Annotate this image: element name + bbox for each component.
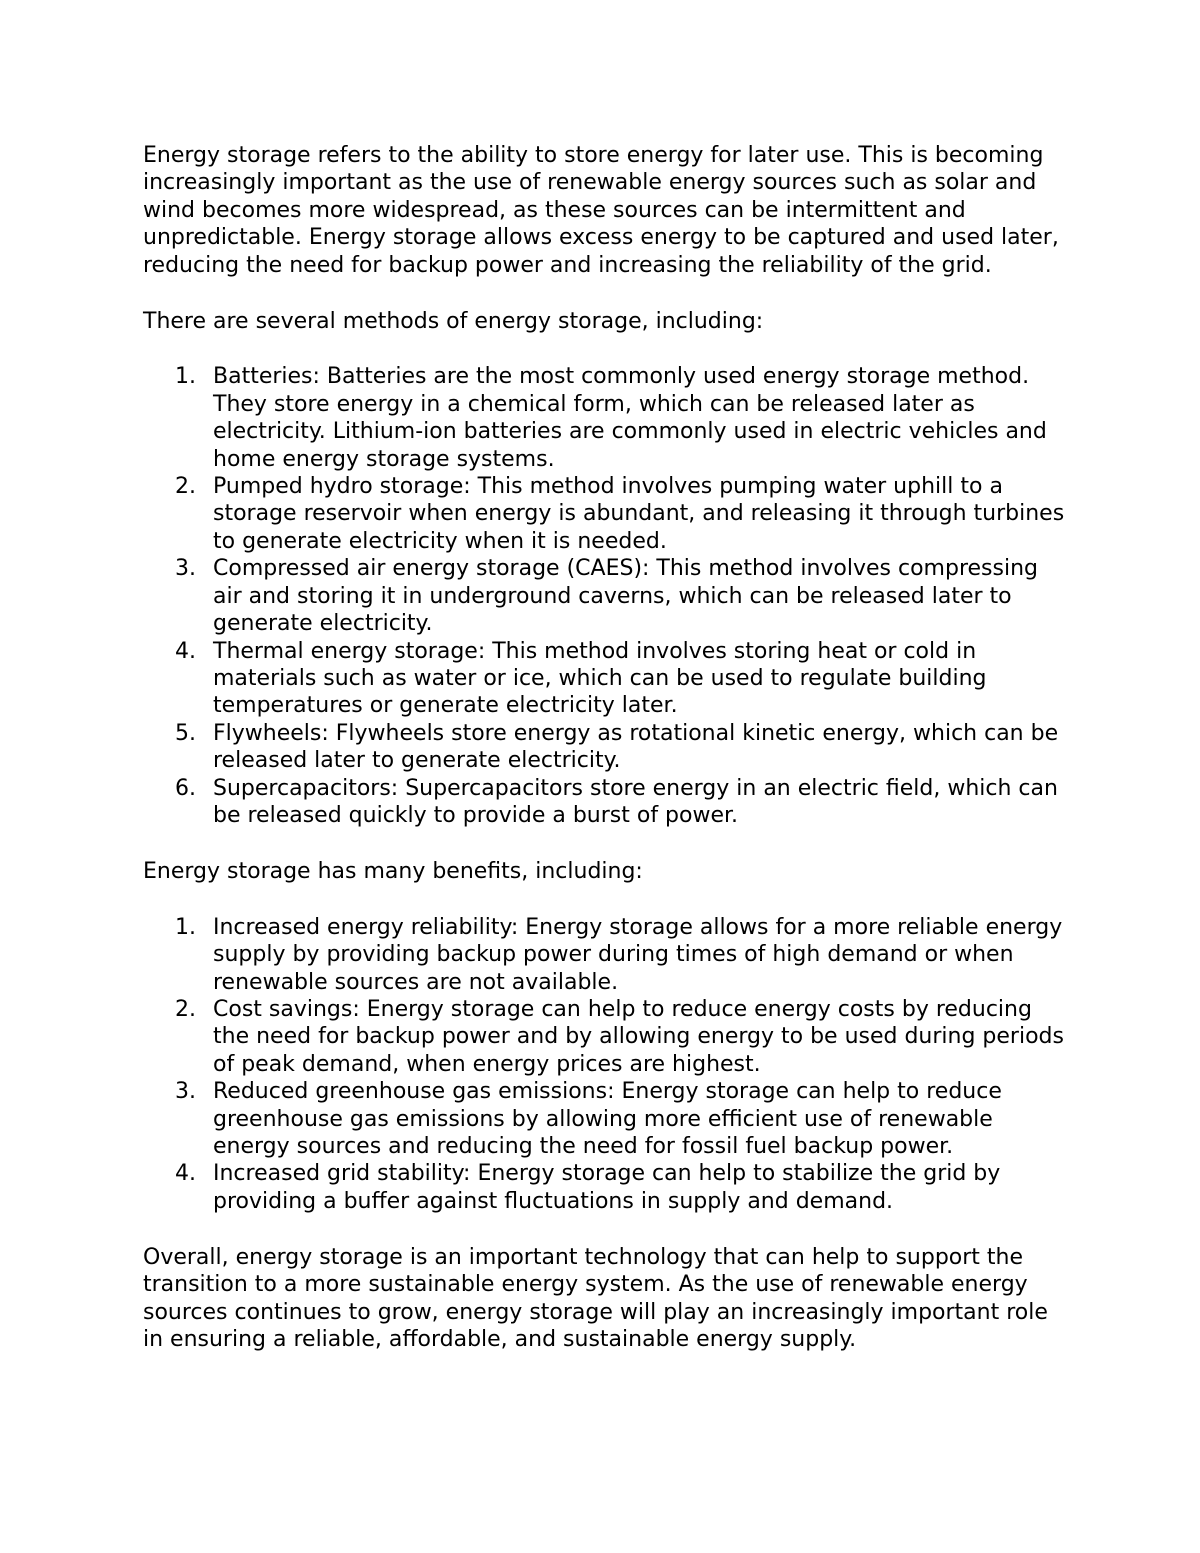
list-item-number: 2. — [175, 996, 196, 1022]
list-item-text: Increased energy reliability: Energy storage allows for a more reliable energy supply by providing backup power during times of high demand or when renewable sources are not available. — [213, 914, 1063, 995]
list-item-number: 6. — [175, 775, 196, 801]
list-item-text: Thermal energy storage: This method involves storing heat or cold in materials such as water or ice, which can be used to regulate building temperatures or generate electricity later. — [213, 638, 987, 719]
list-item-number: 4. — [175, 1161, 196, 1187]
benefits-intro-paragraph: Energy storage has many benefits, including: — [143, 858, 643, 884]
list-item-number: 1. — [175, 364, 196, 390]
list-item-text: Supercapacitors: Supercapacitors store energy in an electric field, which can be released quickly to provide a burst of power. — [213, 775, 1058, 828]
list-item-text: Batteries: Batteries are the most commonly used energy storage method. They store energy in a chemical form, which can be released later as electricity. Lithium-ion batteries are commonly used in electric vehicles and home energy storage systems. — [213, 364, 1047, 472]
list-item — [175, 1078, 1070, 1160]
list-item-text: Reduced greenhouse gas emissions: Energy storage can help to reduce greenhouse gas emissions by allowing more efficient use of renewable energy sources and reducing the need for fossil fuel backup power. — [213, 1079, 1002, 1159]
list-item — [175, 775, 1070, 830]
methods-list — [143, 363, 1070, 829]
list-item-text: Cost savings: Energy storage can help to reduce energy costs by reducing the need for backup power and by allowing energy to be used during periods of peak demand, when energy prices are highest. — [213, 996, 1064, 1077]
list-item-number: 1. — [175, 914, 196, 940]
conclusion-paragraph: Overall, energy storage is an important technology that can help to support the transition to a more sustainable energy system. As the use of renewable energy sources continues to grow, energy storage will play an increasingly important role in ensuring a reliable, affordable, and sustainable energy supply. — [143, 1244, 1048, 1352]
list-item — [175, 555, 1070, 637]
list-item-text: Flywheels: Flywheels store energy as rotational kinetic energy, which can be released later to generate electricity. — [213, 720, 1059, 774]
list-item — [175, 914, 1070, 996]
intro-paragraph: Energy storage refers to the ability to store energy for later use. This is becoming increasingly important as the use of renewable energy sources such as solar and wind becomes more widespread, as these sources can be intermittent and unpredictable. Energy storage allows excess energy to be captured and used later, reducing the need for backup power and increasing the reliability of the grid. — [143, 143, 1059, 278]
list-item-text: Pumped hydro storage: This method involves pumping water uphill to a storage reservoir when energy is abundant, and releasing it through turbines to generate electricity when it is needed. — [213, 474, 1065, 554]
benefits-list — [143, 914, 1070, 1215]
list-item-number: 5. — [175, 720, 196, 746]
list-item-number: 3. — [175, 1079, 196, 1105]
list-item-number: 2. — [175, 474, 196, 500]
list-item-text: Increased grid stability: Energy storage can help to stabilize the grid by providing a buffer against fluctuations in supply and demand. — [213, 1161, 1001, 1214]
list-item — [175, 473, 1070, 555]
methods-intro-paragraph: There are several methods of energy storage, including: — [143, 308, 764, 334]
list-item — [175, 363, 1070, 473]
list-item-number: 4. — [175, 638, 196, 664]
list-item — [175, 1160, 1070, 1215]
list-item — [175, 720, 1070, 775]
list-item — [175, 996, 1070, 1078]
list-item — [175, 638, 1070, 720]
list-item-text: Compressed air energy storage (CAES): This method involves compressing air and storing it in underground caverns, which can be released later to generate electricity. — [213, 556, 1038, 637]
list-item-number: 3. — [175, 556, 196, 582]
